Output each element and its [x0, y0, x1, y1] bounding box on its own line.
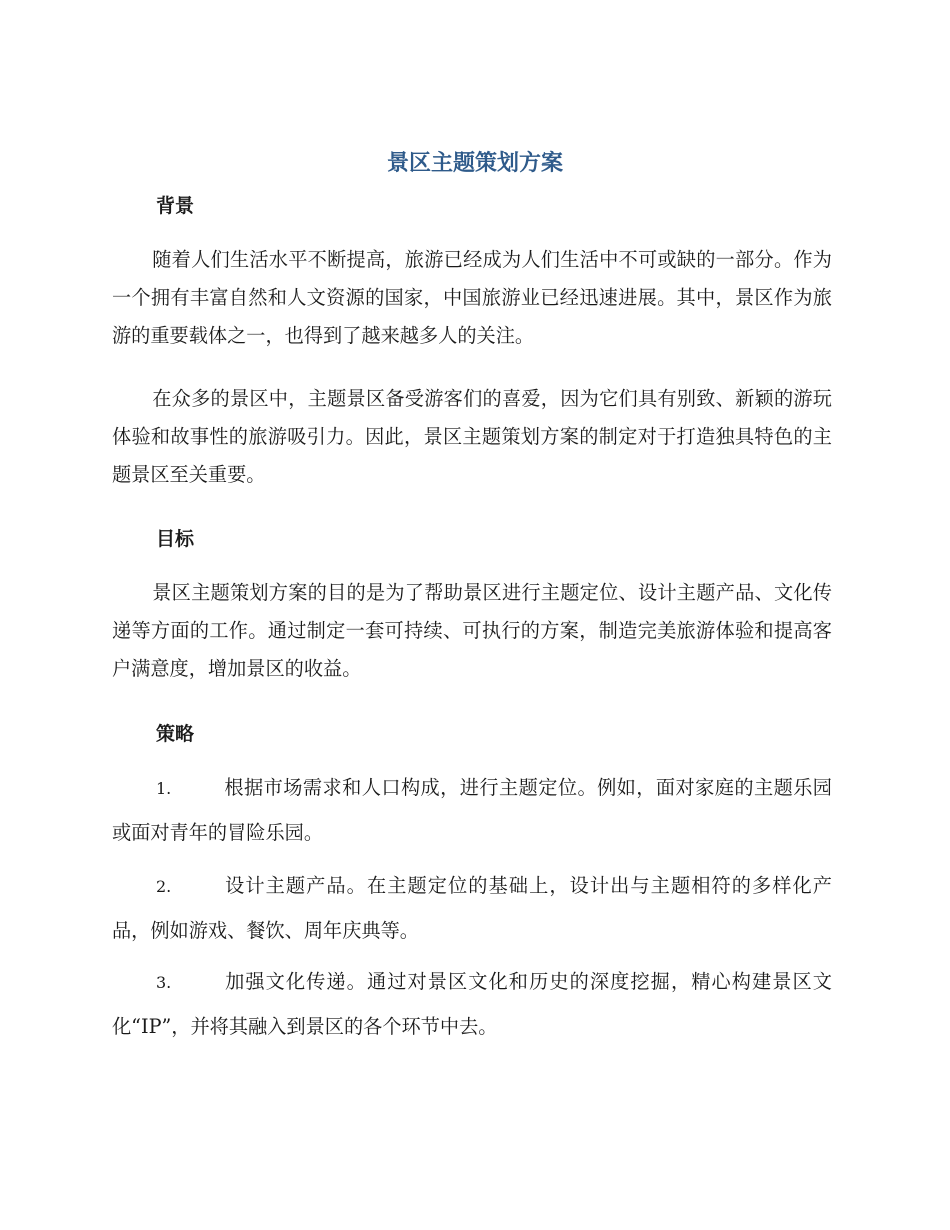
section-heading-background: 背景 — [156, 195, 195, 217]
background-paragraph-2: 在众多的景区中，主题景区备受游客们的喜爱，因为它们具有别致、新颖的游玩体验和故事性的旅游吸引力。因此，景区主题策划方案的制定对于打造独具特色的主题景区至关重要。 — [112, 387, 832, 486]
background-paragraph-1: 随着人们生活水平不断提高，旅游已经成为人们生活中不可或缺的一部分。作为一个拥有丰富自然和人文资源的国家，中国旅游业已经迅速进展。其中，景区作为旅游的重要载体之一，也得到了越来越多人的关注。 — [112, 248, 832, 347]
strategy-item-3 — [112, 960, 832, 1049]
section-heading-goal: 目标 — [156, 528, 195, 550]
section-heading-strategy: 策略 — [156, 723, 195, 745]
document-title: 景区主题策划方案 — [386, 151, 563, 176]
strategy-item-2 — [112, 864, 832, 953]
list-number: 2. — [156, 877, 172, 896]
list-item-text: 设计主题产品。在主题定位的基础上，设计出与主题相符的多样化产品，例如游戏、餐饮、周年庆典等。 — [112, 874, 832, 942]
list-number: 1. — [156, 779, 172, 798]
list-item-text: 加强文化传递。通过对景区文化和历史的深度挖掘，精心构建景区文化“IP”，并将其融入到景区的各个环节中去。 — [112, 970, 832, 1038]
strategy-item-1 — [112, 766, 832, 855]
list-number: 3. — [156, 973, 172, 992]
goal-paragraph: 景区主题策划方案的目的是为了帮助景区进行主题定位、设计主题产品、文化传递等方面的工作。通过制定一套可持续、可执行的方案，制造完美旅游体验和提高客户满意度，增加景区的收益。 — [112, 581, 832, 680]
list-item-text: 根据市场需求和人口构成，进行主题定位。例如，面对家庭的主题乐园或面对青年的冒险乐园。 — [112, 776, 832, 844]
